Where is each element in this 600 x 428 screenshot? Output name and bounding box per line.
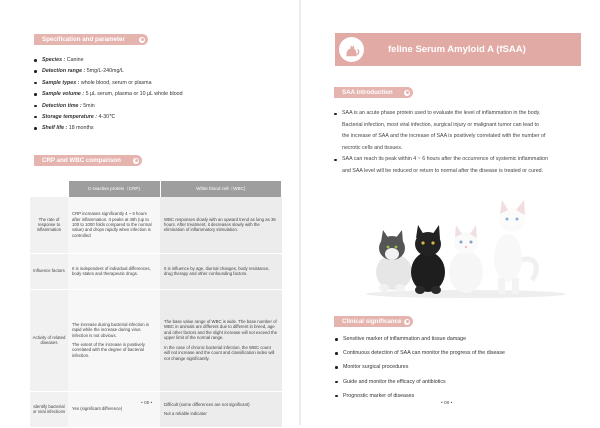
clinical-heading-text: Clinical significance xyxy=(342,318,402,325)
pill-dot-icon xyxy=(139,37,145,43)
crp-heading xyxy=(34,155,142,166)
pill-dot-icon xyxy=(404,319,410,325)
cell-text: The base value range of WBC is wide. The base number of WBC in animals are different due to different in breed, age and other factors and the slight increase will not exceed the upper limit of the normal range. xyxy=(164,319,277,341)
cell-text: The increase during bacterial infection is rapid while the increase during virus infection is not obvious. xyxy=(72,321,149,338)
row-label: The rate of response to inflammation xyxy=(30,197,68,253)
cell-text: CRP increases significantly 4 ~ 6 hours after inflammation. It peaks at 48h (up to 100 to 1000 folds compared to the normal value) and drops rapidly when infection is controlled xyxy=(72,211,152,238)
cell-wbc xyxy=(160,197,282,253)
pill-dot-icon xyxy=(133,158,139,164)
table-row xyxy=(30,391,282,427)
spec-label: Shelf life : xyxy=(42,125,68,132)
cell-crp xyxy=(68,391,160,427)
row-label: Influence factors xyxy=(30,253,68,289)
cat-icon xyxy=(343,41,360,58)
spec-item xyxy=(33,103,183,114)
cell-wbc xyxy=(160,289,282,391)
cell-text: WBC responses slowly with an upward trend as long as 36 hours. After treatment, it decreases slowly with the elimination of inflammatory stimulation. xyxy=(164,216,276,233)
page-title: feline Serum Amyloid A (fSAA) xyxy=(388,44,526,55)
spec-heading-text: Specification and parameter xyxy=(42,36,125,43)
cell-text: It is influence by age, diurnal changes, body resistance, drug therapy and other confounding factors. xyxy=(164,265,270,276)
table-body xyxy=(30,197,282,427)
spec-label: Sample types : xyxy=(42,79,80,86)
cell-wbc xyxy=(160,391,282,427)
saa-line: and SAA level will be reduced or return to normal after the disease is treated or cured. xyxy=(342,167,544,174)
spec-value: Canine xyxy=(65,57,84,63)
spec-label: Sample volume : xyxy=(42,91,85,98)
spec-value: 18 months xyxy=(67,125,94,132)
spec-label: Storage temperature : xyxy=(42,113,98,120)
cats-photo xyxy=(362,200,570,298)
cell-crp xyxy=(68,289,160,391)
clinical-item: Prognostic marker of diseases xyxy=(334,393,505,407)
spec-item xyxy=(33,91,183,102)
saa-paragraph xyxy=(342,154,572,177)
clinical-list xyxy=(334,336,505,407)
spec-value: whole blood, serum or plasma xyxy=(79,79,152,86)
row-label: Identify bacterial or viral infections xyxy=(30,391,68,427)
spec-item xyxy=(33,57,183,68)
clinical-item: Sensitive marker of inflammation and tissue damage xyxy=(334,336,505,350)
spec-list xyxy=(33,57,183,137)
saa-line: SAA is an acute phase protein used to evaluate the level of inflammation in the body. xyxy=(342,110,541,116)
saa-line: the increase of SAA and the increase of SAA is positively correlated with the number of xyxy=(342,133,546,140)
crp-wbc-table xyxy=(30,181,282,428)
saa-heading xyxy=(334,87,413,98)
row-label: Activity of related diseases xyxy=(30,289,68,391)
cell-crp xyxy=(68,197,160,253)
table-header-row xyxy=(30,181,282,197)
saa-heading-text: SAA introduction xyxy=(342,89,393,96)
cell-text: Not a reliable indicator xyxy=(164,411,207,416)
cell-crp xyxy=(68,253,160,289)
cell-text: Difficult (some differences are not significant) xyxy=(164,401,250,407)
table-row xyxy=(30,289,282,391)
spec-value: 5mg/L-240mg/L xyxy=(85,68,124,75)
cell-text: In the case of chronic bacterial infection, the WBC count will not increase and the count and classification index will not change significantly. xyxy=(164,344,275,361)
clinical-heading xyxy=(334,316,413,327)
saa-paragraph xyxy=(342,108,572,154)
cat-badge xyxy=(339,37,364,62)
spec-item xyxy=(33,125,183,136)
spec-label: Detection time : xyxy=(42,102,82,109)
pill-dot-icon xyxy=(404,90,410,96)
page-number-right: • 06 • xyxy=(441,401,453,406)
spec-heading xyxy=(34,34,148,45)
clinical-item: Continuous detection of SAA can monitor the progress of the disease xyxy=(334,350,505,364)
clinical-item: Monitor surgical procedures xyxy=(334,364,505,378)
spec-item xyxy=(33,68,183,79)
saa-line: necrotic cells and tissues. xyxy=(342,144,403,151)
bullet-icon xyxy=(334,113,337,116)
page-number-left: • 05 • xyxy=(141,401,153,406)
cell-text: Yes (significant difference) xyxy=(72,406,123,412)
cell-text: The extent of the increase is positively correlated with the degree of bacterial infection. xyxy=(72,342,145,358)
spec-item xyxy=(33,114,183,125)
bullet-icon xyxy=(334,159,337,162)
saa-line: SAA can reach its peak within 4 ~ 6 hours after the occurrence of systemic inflammation xyxy=(342,156,548,162)
clinical-item: Guide and monitor the efficacy of antibiotics xyxy=(334,379,505,393)
spec-value: 5 μL serum, plasma or 10 μL whole blood xyxy=(84,91,183,98)
table-row xyxy=(30,197,282,253)
saa-line: Bacterial infection, most viral infection, surgical injury or malignant tumor can lead to xyxy=(342,121,539,128)
spec-label: Detection range : xyxy=(42,68,86,75)
table-header-crp: C-reactive protein（CRP) xyxy=(68,181,160,197)
cell-wbc xyxy=(160,253,282,289)
spec-label: Species : xyxy=(42,57,66,63)
table-header-blank xyxy=(30,181,68,197)
table-row xyxy=(30,253,282,289)
cell-text: It is independent of individual differences, body states and therapeutic drugs. xyxy=(72,265,151,276)
crp-heading-text: CRP and WBC comparison xyxy=(42,157,121,164)
spec-item xyxy=(33,80,183,91)
spec-value: 5min xyxy=(81,102,95,109)
table-header-wbc: White blood cell（WBC) xyxy=(160,181,282,197)
spec-value: 4-30℃ xyxy=(97,113,116,120)
